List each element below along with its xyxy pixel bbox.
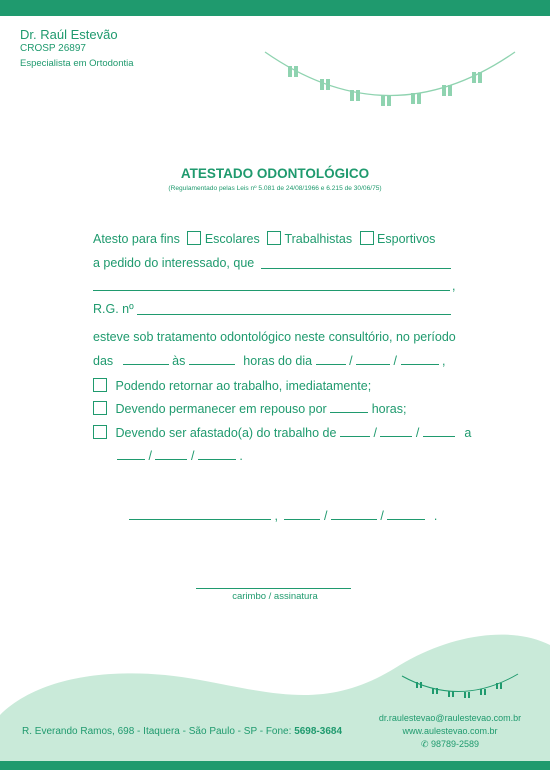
rg-label: R.G. nº bbox=[93, 302, 134, 316]
leave-slash-2: / bbox=[415, 426, 420, 440]
patient-name-field[interactable] bbox=[261, 268, 451, 269]
end-time-field[interactable] bbox=[189, 363, 235, 365]
leave-from-month-field[interactable] bbox=[380, 435, 412, 437]
address-text: R. Everando Ramos, 698 - Itaquera - São Paulo - SP - Fone: bbox=[22, 726, 295, 737]
leave-slash-1: / bbox=[373, 426, 377, 440]
leave-to-row bbox=[117, 449, 243, 463]
cro-number: CROSP 26897 bbox=[20, 43, 86, 54]
rg-field[interactable] bbox=[137, 314, 451, 315]
bottom-bar bbox=[0, 761, 550, 770]
slash-2: / bbox=[393, 354, 398, 368]
request-row bbox=[93, 256, 254, 270]
sign-day-field[interactable] bbox=[284, 518, 320, 520]
rest-hours-field[interactable] bbox=[330, 411, 368, 413]
checkbox-rest[interactable] bbox=[93, 401, 107, 415]
signature-line[interactable] bbox=[196, 588, 351, 589]
website-link[interactable]: www.aulestevao.com.br bbox=[402, 726, 498, 736]
das-label: das bbox=[93, 354, 114, 368]
leave-to-slash-2: / bbox=[190, 449, 195, 463]
leave-row bbox=[93, 425, 471, 440]
doctor-name: Dr. Raúl Estevão bbox=[20, 27, 118, 42]
rest-row bbox=[93, 401, 406, 416]
specialty: Especialista em Ortodontia bbox=[20, 58, 134, 69]
sign-slash-1: / bbox=[323, 509, 328, 523]
leave-prefix: Devendo ser afastado(a) do trabalho de bbox=[115, 426, 337, 440]
footer-address bbox=[22, 726, 342, 737]
checkbox-work[interactable] bbox=[267, 231, 281, 245]
purpose-row bbox=[93, 231, 435, 246]
braces-icon-small bbox=[400, 668, 520, 708]
sign-year-field[interactable] bbox=[387, 518, 425, 520]
checkbox-sport[interactable] bbox=[360, 231, 374, 245]
patient-name-continuation-field[interactable] bbox=[93, 290, 450, 291]
leave-to-slash-1: / bbox=[148, 449, 152, 463]
slash-1: / bbox=[349, 354, 353, 368]
comma-2: , bbox=[441, 354, 446, 368]
leave-from-year-field[interactable] bbox=[423, 435, 455, 437]
document-subtitle: (Regulamentado pelas Leis nº 5.081 de 24/08/1966 e 6.215 de 30/06/75) bbox=[168, 185, 382, 192]
place-date-row bbox=[129, 509, 437, 523]
place-comma: , bbox=[274, 509, 278, 523]
option-sport-label: Esportivos bbox=[377, 232, 436, 246]
comma: , bbox=[452, 279, 456, 293]
checkbox-school[interactable] bbox=[187, 231, 201, 245]
request-label: a pedido do interessado, que bbox=[93, 256, 255, 270]
place-date-end: . bbox=[433, 509, 438, 523]
attest-prefix: Atesto para fins bbox=[93, 232, 180, 246]
rest-prefix: Devendo permanecer em repouso por bbox=[115, 402, 327, 416]
leave-to-month-field[interactable] bbox=[155, 458, 187, 460]
city-field[interactable] bbox=[129, 518, 271, 520]
leave-a-label: a bbox=[464, 426, 472, 440]
checkbox-leave[interactable] bbox=[93, 425, 107, 439]
mobile-number: ✆ 98789-2589 bbox=[420, 739, 480, 749]
leave-to-end: . bbox=[239, 449, 243, 463]
start-time-field[interactable] bbox=[123, 363, 169, 365]
option-school-label: Escolares bbox=[204, 232, 260, 246]
leave-from-day-field[interactable] bbox=[340, 435, 370, 437]
rest-suffix: horas; bbox=[371, 402, 407, 416]
footer-contact bbox=[375, 712, 525, 751]
return-work-label: Podendo retornar ao trabalho, imediatamente; bbox=[115, 379, 372, 393]
top-bar bbox=[0, 0, 550, 16]
leave-to-day-field[interactable] bbox=[117, 458, 145, 460]
period-row bbox=[93, 354, 445, 368]
phone-number: 5698-3684 bbox=[294, 726, 343, 737]
leave-to-year-field[interactable] bbox=[198, 458, 236, 460]
sign-slash-2: / bbox=[380, 509, 384, 523]
as-label: às bbox=[172, 354, 186, 368]
month-field[interactable] bbox=[356, 363, 390, 365]
sign-month-field[interactable] bbox=[331, 518, 377, 520]
return-work-row bbox=[93, 378, 371, 393]
treatment-text: esteve sob tratamento odontológico neste consultório, no período bbox=[93, 330, 456, 344]
horas-do-dia-label: horas do dia bbox=[243, 354, 313, 368]
document-title: ATESTADO ODONTOLÓGICO bbox=[180, 166, 370, 181]
option-work-label: Trabalhistas bbox=[284, 232, 353, 246]
year-field[interactable] bbox=[401, 363, 439, 365]
email-link[interactable]: dr.raulestevao@raulestevao.com.br bbox=[378, 713, 522, 723]
day-field[interactable] bbox=[316, 363, 346, 365]
checkbox-return-work[interactable] bbox=[93, 378, 107, 392]
braces-icon bbox=[260, 44, 520, 114]
signature-label: carimbo / assinatura bbox=[232, 591, 318, 602]
